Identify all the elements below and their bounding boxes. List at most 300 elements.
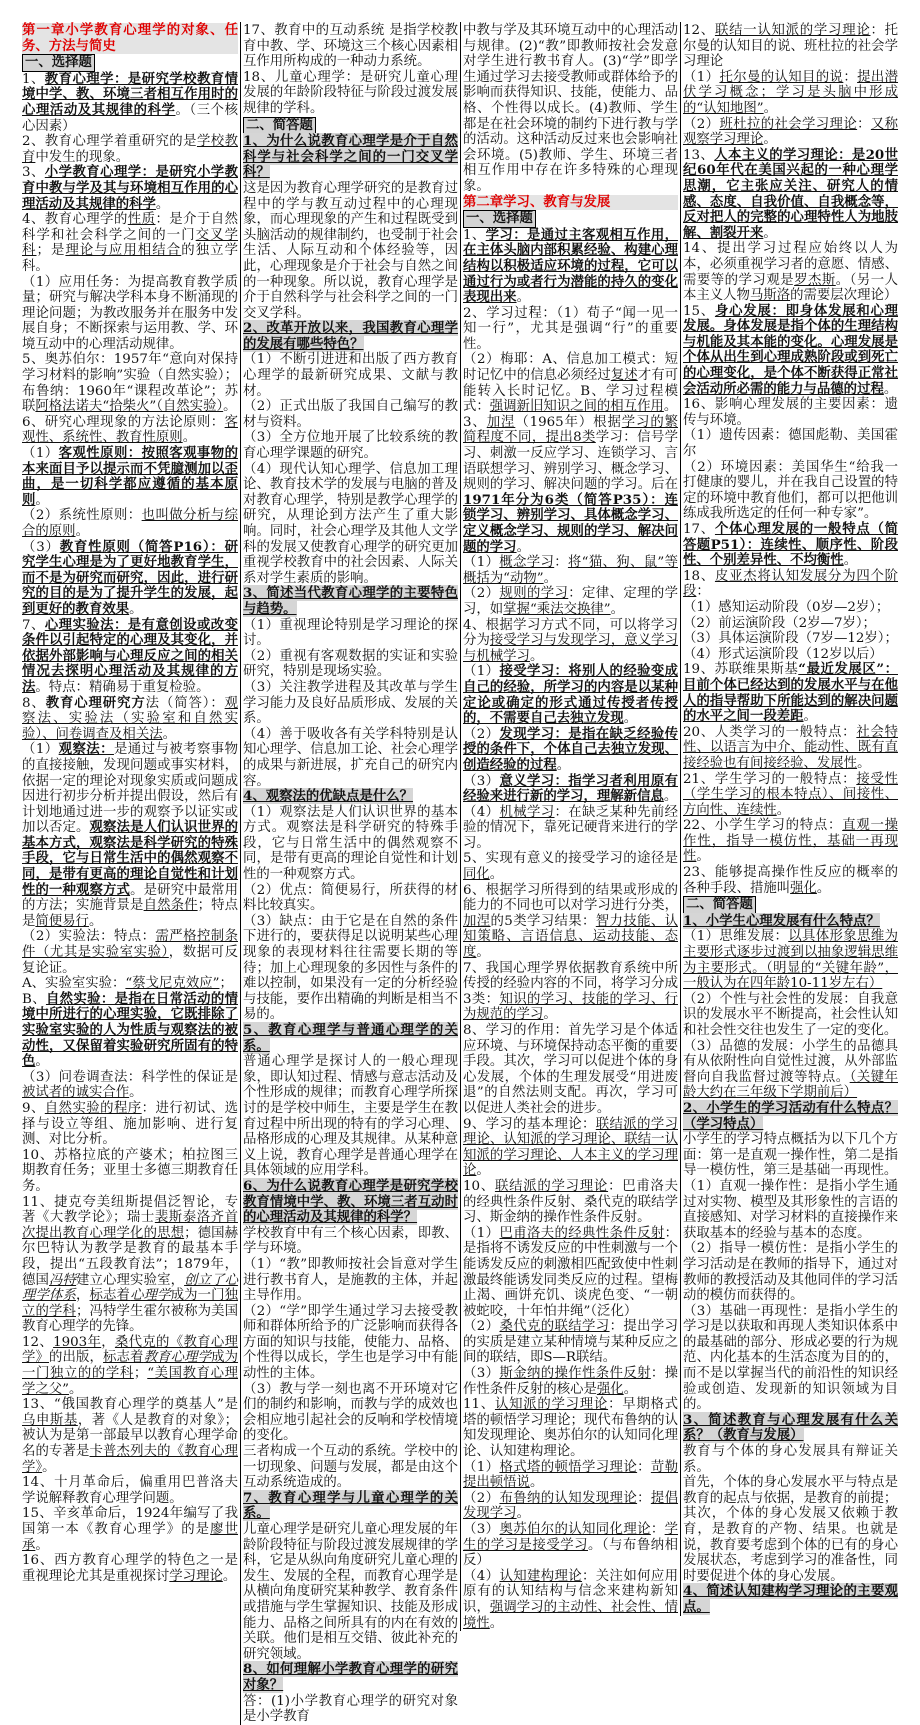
emphasized-text: 强调学习的主动性、社会性、情境性 — [463, 1599, 679, 1631]
emphasized-text: 廖世承 — [22, 1522, 239, 1553]
paragraph — [22, 446, 238, 508]
paragraph — [683, 865, 898, 896]
text-run: 12、 — [683, 23, 715, 38]
text-run: 。 — [75, 524, 89, 539]
emphasized-text: 被试者的诚实合作 — [22, 1085, 130, 1101]
emphasized-text: 又称观察学习理论 — [683, 116, 899, 148]
emphasized-text: 皮亚杰将认知发展分为四个阶段 — [683, 568, 899, 600]
text-run: ： — [637, 1490, 651, 1506]
text-run: 10、苏格拉底的产婆术；柏拉图三期教育任务；亚里士多德三期教育任务。 — [22, 1147, 238, 1194]
paragraph — [22, 1101, 238, 1148]
paragraph — [22, 165, 238, 212]
text-run: ： — [696, 584, 710, 600]
text-run: 中教与学及其环境互动中的心理活动与规律。(2)“教”即教师按社会发意对学生进行教书育人。(3)“学”即学生通过学习去接受教师或群体给予的影响而获得知识、技能，使能力、品格、个性得以成长。(4)教师、学生都是在社会环境的制约下进行教与学的活动。这种活动反过来也会影响社会环境。(5)教师、学生、环境三者相互作用中存在许多特殊的心理现象。 — [463, 23, 678, 194]
text-run: （3）缺点：由于它是在自然的条件下进行的，要获得足以说明某些心理现象的表现材料往往需要长期的等待；加上心理现象的多因性与条件的难以控制，如果没有一定的分析经验与技能，要作出精确的判断是相当不易的。 — [243, 913, 458, 1023]
emphasized-text: 个体心理发展的一般特点（简答题P51）：连续性、顺序性、阶段性、个别差异性、不均衡性 — [683, 521, 899, 569]
text-run: （3）关注教学进程及其改革与学生学习能力及良好品质形成、发展的关系。 — [243, 679, 458, 727]
paragraph — [243, 1304, 458, 1382]
text-run: A、实验室实验： — [22, 976, 126, 992]
text-run: 6、根据学习所得到的结果或形成的能力的不同也可以对学习进行分类， — [463, 882, 678, 914]
emphasized-text: 机械学习 — [499, 804, 555, 820]
paragraph — [683, 647, 898, 663]
text-run: 。 — [223, 399, 237, 415]
text-run: 。 — [556, 757, 571, 773]
paragraph — [22, 1195, 238, 1335]
paragraph — [22, 929, 238, 976]
emphasized-text: 掌握“乘法交换律” — [503, 601, 611, 617]
text-run: 。（三个核心因素） — [22, 102, 238, 134]
text-run: 9、 — [22, 1100, 45, 1116]
text-run: 18、儿童心理学：是研究儿童心理发展的年龄阶段特征与阶段过渡发展规律的学科。 — [243, 69, 458, 116]
column-2 — [240, 22, 460, 1725]
text-run: 5、奥苏伯尔：1957年“意向对保持学习材料的影响”实验（自然实验）；布鲁纳：1960年“课程改革论”；苏联 — [22, 352, 238, 415]
emphasized-text: 理论与应用相结合 — [65, 243, 182, 259]
emphasized-text: 卡普杰列夫的《教育心理学》 — [22, 1444, 239, 1475]
question-heading — [243, 1491, 458, 1522]
text-run: ， — [76, 1288, 90, 1304]
text-run: 22、小学生学习的特点： — [683, 818, 843, 834]
text-run: 。（与布鲁纳相反） — [463, 1537, 678, 1569]
text-run: ：是介于自然科学和社会科学之间的一门 — [22, 212, 238, 243]
paragraph — [463, 228, 678, 306]
text-run: （3） — [463, 1522, 500, 1537]
emphasized-text: “蔡戈尼克效应” — [125, 976, 220, 992]
emphasized-text: （关键年龄大约在三年级下学期前后） — [683, 1069, 898, 1101]
text-run: 的需要层次理论） — [790, 288, 898, 304]
text-run: 这是因为教育心理学研究的是教育过程中的学与教互动过程中的心理现象，而心理现象的产生和过程既受到头脑活动的规律制约，也受制于社会生活、人际互动和个体经验等，因此，心理现象是介于社会与自然之间的一种现象。所以说，教育心理学是介于自然科学与社会科学之间的一门交叉学科。 — [243, 180, 458, 321]
paragraph — [243, 618, 458, 649]
question-heading — [683, 914, 898, 930]
paragraph — [683, 1444, 898, 1475]
text-run: 1、 — [22, 71, 45, 87]
question-heading — [683, 1101, 898, 1132]
question-heading — [683, 1584, 898, 1615]
text-run: 。 — [663, 399, 678, 415]
paragraph — [22, 1506, 238, 1553]
paragraph — [463, 618, 678, 665]
text-run: 4、观察法的优缺点是什么？ — [243, 788, 414, 805]
emphasized-text: 以具体形象思维为主要形式逐步过渡到以抽象逻辑思维为主要形式。（明显的“关键年龄”，一般认为在四年龄10-11岁左右） — [683, 929, 898, 992]
text-run: ： — [554, 555, 568, 571]
paragraph — [22, 1148, 238, 1195]
text-run: （1）直观一操作性：是指小学生通过对实物、模型及其形象性的言语的直接感知、对学习材料的直接操作来获取基本的经验与基本的态度。 — [683, 1178, 898, 1241]
text-run: B、 — [22, 991, 46, 1007]
paragraph — [243, 1444, 458, 1491]
text-run: 7、教育心理学与儿童心理学的关系。 — [243, 1489, 458, 1522]
paragraph — [22, 415, 238, 446]
paragraph — [463, 1319, 678, 1366]
paragraph — [683, 522, 898, 569]
text-run: 。 — [529, 1475, 544, 1491]
text-run: 7、 — [22, 617, 45, 633]
text-run: 14、提出学习过程应始终以人为本，必须重视学习者的意愿、情感、需要等的学习观是 — [683, 241, 898, 288]
text-run: 一、选择题 — [25, 54, 92, 71]
emphasized-text: 同化 — [463, 867, 490, 883]
text-run: 3、简述教育与心理发展有什么关系？（教育与发展） — [683, 1411, 898, 1444]
text-run: （2）个性与社会性的发展：自我意识的发展水平不断提高，社会性认知和社会性交往也发生了一定的变化。 — [683, 991, 898, 1038]
emphasized-text: 观察法是人们认识世界的基本方式，观察法是科学研究的特殊手段，它与日常生活中的偶然观察不同，是带有更高的理论自觉性和计划性的一种观察方式 — [22, 819, 239, 898]
text-run: 3、 — [463, 414, 487, 430]
paragraph — [243, 1226, 458, 1257]
text-run: 二、简答题 — [686, 896, 753, 913]
text-run: ， — [101, 1334, 115, 1350]
text-run: 。 — [623, 1381, 638, 1397]
text-run: 。 — [69, 1381, 83, 1397]
emphasized-text: 接受学习与发现学习，意义学习与机械学习 — [463, 633, 679, 664]
emphasized-text: 布鲁纳的认知发现理论 — [499, 1490, 638, 1506]
text-run: （2）指导一模仿性：是指小学生的学习活动是在教师的指导下，通过对教师的教授活动及其他同伴的学习活动的模仿而获得的。 — [683, 1241, 898, 1304]
text-run: 是通过与被考察事物的直接接触，发现问题或事实材料，依据一定的理论对现象实质或问题成因进行初步分析并提出假设，然后有计划地通过进一步的观察予以证实或加以否定。 — [22, 742, 238, 836]
text-run: （3）教与学一刻也离不开环境对它们的制约和影响，而教与学的成效也会相应地引起社会的反响和学校情境的变化。 — [243, 1381, 458, 1444]
emphasized-text: 加涅 — [486, 414, 516, 430]
text-run: （3）品德的发展：小学生的品德具有从依附性向自觉性过渡，从外部监督向自我监督过渡等特点。 — [683, 1038, 898, 1085]
section-heading — [243, 117, 316, 135]
text-run: 13、“俄国教育心理学的奠基人”是 — [22, 1397, 238, 1413]
text-run: （1）应用任务：为提高教育教学质量；研究与解决学科本身不断涌现的理论问题；为教改服务并在服务中发展自身；不断探索与运用教、学、环境互动中的心理活动规律。 — [22, 274, 238, 352]
text-run: 3、 — [22, 165, 45, 181]
paragraph — [463, 586, 678, 617]
text-run: 。 — [516, 1506, 530, 1522]
question-heading — [243, 1023, 458, 1054]
text-run: 1、 — [463, 227, 486, 243]
text-run: （2）实验法：特点： — [22, 929, 156, 945]
emphasized-text: 桑代克的《教育心理学》 — [22, 1334, 239, 1366]
text-run: ：进行初试、选择与设立等组、施加影响、进行复测、对比分析。 — [22, 1100, 239, 1148]
paragraph — [683, 1304, 898, 1413]
emphasized-text: 强调新旧知识之间的相互作用 — [489, 399, 664, 415]
emphasized-text: 学校教育 — [22, 134, 238, 165]
paragraph — [463, 352, 678, 414]
text-run: （4）现代认知心理学、信息加工理论、教育技术学的发展与电脑的普及对教育心理学，特别是教学心理学的研究，从理论到方法产生了重大影响。同时，社会心理学及其他人文学科的发展又使教育心理学的研究更加重视学校教育中的社会因素、人际关系对学生素质的影响。 — [243, 461, 458, 586]
emphasized-text: 概念学习 — [499, 555, 555, 571]
text-run: （1）不断引进进和出版了西方教育心理学的最新研究成果、文献与教材。 — [243, 352, 458, 399]
paragraph — [243, 1257, 458, 1304]
paragraph — [22, 134, 238, 165]
paragraph — [683, 241, 898, 303]
text-run: 18、 — [683, 568, 715, 584]
text-run: （1）感知运动阶段（0岁—2岁）； — [683, 599, 890, 615]
text-run: 。 — [516, 290, 530, 306]
paragraph — [243, 805, 458, 883]
text-run: 20、人类学习的一般特点： — [683, 724, 857, 740]
text-run: （2）“学”即学生通过学习去接受教师和群体所给予的广泛影响而获得各方面的知识与技能，使能力、品格、个性得以成长，学生也是学习中有能动性的主体。 — [243, 1303, 458, 1382]
paragraph — [683, 569, 898, 600]
text-run: 。 — [35, 1537, 49, 1553]
paragraph — [243, 649, 458, 680]
paragraph — [683, 929, 898, 991]
emphasized-text: 教育心理学：是研究学校教育情境中学、教、环境三者相互作用时的心理活动及其规律的科学 — [22, 70, 238, 118]
column-1 — [20, 22, 240, 1584]
text-run: （2） — [463, 1319, 500, 1335]
text-run: （2） — [463, 726, 500, 742]
paragraph — [22, 540, 238, 618]
paragraph — [463, 1397, 678, 1459]
paragraph — [22, 212, 238, 274]
text-run: （2）系统性原则： — [22, 508, 142, 524]
paragraph — [22, 1397, 238, 1475]
text-run: （3） — [22, 539, 60, 555]
text-run: 17、教育中的互动系统 是指学校教育中教、学、环境这三个核心因素相互作用所构成的一种动力系统。 — [243, 23, 458, 70]
paragraph — [22, 72, 238, 134]
emphasized-text: 观察法、实验法（实验室和自然实验）、问卷调查及相关法 — [22, 695, 238, 742]
text-run: 。（另一人本主义人物 — [683, 272, 899, 304]
text-run: 第一章小学教育心理学的对象、任务、方法与简史 — [22, 22, 238, 54]
emphasized-text: 人本主义的学习理论：是20世纪60年代在美国兴起的一种心理学思潮，它主张应关注、研究人的情感、态度、自我价值、自我概念等，反对把人的完整的心理特性人为地肢解、割裂开来 — [683, 146, 898, 241]
text-run: （4）形式运演阶段（12岁以后） — [683, 646, 883, 662]
text-run: ，著《人是教育的对象》；被认为是第一部最早以教育心理学命名的专著是 — [22, 1412, 238, 1460]
text-run: ：巴甫洛夫的经典性条件反射、桑代克的联结学习、斯金纳的操作性条件反射。 — [463, 1178, 679, 1226]
paragraph — [22, 742, 238, 929]
text-run: （2） — [683, 116, 720, 132]
emphasized-text: 班杜拉的社会学习理论 — [719, 116, 858, 132]
text-run: 4、简述认知建构学习理论的主要观点。 — [683, 1583, 898, 1615]
text-run: 21、学生学习的一般特点： — [683, 771, 857, 787]
emphasized-text: 直观一操作性，指导一模仿性，基础一再现性 — [683, 818, 898, 865]
emphasized-text: 自然实验：是指在日常活动的情境中所进行的心理实验，它既排除了实验室实验的人为性质与观察法的被动性，又保留着实验研究所固有的特色 — [22, 990, 238, 1070]
paragraph — [243, 680, 458, 727]
paragraph — [463, 306, 678, 353]
text-run: 建立心理实验室， — [76, 1272, 185, 1288]
text-run: 19、苏联维果斯基 — [683, 662, 799, 678]
paragraph — [683, 148, 898, 242]
question-heading — [243, 321, 458, 352]
paragraph — [22, 1335, 238, 1397]
text-run: 14、十月革命后，偏重用巴普洛夫学说解释教育心理学问题。 — [22, 1475, 238, 1506]
text-run: 。 — [88, 913, 103, 929]
text-run: 8、学习的作用：首先学习是个体适应环境、与环境保持动态平衡的重要手段。其次，学习可以促进个体的身心发展，个体的生理发展受“用进废退”的自然法则支配。再次，学习可以促进人类社会的进步。 — [463, 1023, 678, 1116]
emphasized-text: “最近发展区”：目前个体已经达到的发展水平与在他人的指导帮助下所能达到的解决问题的水平之间一段差距 — [683, 661, 898, 725]
text-run: ： — [637, 1459, 651, 1475]
text-run: （1）观察法是人们认识世界的基本方式。观察法是科学研究的特殊手段，它与日常生活中的偶然观察不同，是带有更高的理论自觉性和计划性的一种观察方式。 — [243, 804, 458, 883]
text-run: （2）前运演阶段（2岁—7岁）； — [683, 615, 876, 631]
emphasized-text: 乌申斯基 — [22, 1412, 78, 1428]
emphasized-text: 成为一门独立的的学科 — [22, 1350, 239, 1382]
text-run: ：在缺乏某种先前经验的情况下，靠死记硬背来进行的学习。 — [463, 804, 679, 851]
text-run: 。 — [489, 1615, 504, 1631]
text-run: 。 — [129, 1085, 143, 1101]
emphasized-text: 联结一认知派的学习理论 — [714, 23, 871, 38]
text-run: ；是 — [36, 243, 66, 259]
section-heading — [22, 54, 95, 72]
text-run: （1） — [463, 1225, 500, 1241]
paragraph — [463, 1366, 678, 1397]
paragraph — [683, 772, 898, 819]
text-run: （3）基础一再现性：是指小学生的学习是以获取和再现人类知识体系中的最基础的部分、形成必要的行为规范、内化基本的生活态度为目的的，而不是以掌握当代的前沿性的知识经验或创造、发现新的知识领域为目的。 — [683, 1303, 898, 1413]
text-run: 。特点：精确易于重复检验。 — [35, 679, 210, 695]
emphasized-text: 托尔曼的认知目的说 — [719, 69, 844, 85]
paragraph — [22, 275, 238, 353]
text-run: 。 — [843, 553, 858, 569]
text-run: 的出版， — [49, 1350, 104, 1366]
emphasized-text: 联结派的学习理论 — [494, 1178, 609, 1194]
text-run: 。 — [763, 225, 777, 241]
text-run: （2）环境因素：美国华生“给我一打健康的婴儿，并在我自己设置的特定的环境中教育他们，都可以把他训练成我所选定的任何一种专家”。 — [683, 459, 898, 522]
text-run: 4、教育心理学的 — [22, 212, 128, 228]
text-run: （1） — [463, 555, 500, 571]
text-run: 小学生的学习特点概括为以下几个方面：第一是直观一操作性，第二是指导一模仿性，第三是基础一再现性。 — [683, 1132, 898, 1179]
text-run: （2）重视有客观数据的实证和实验研究，特别是现场实验。 — [243, 648, 458, 680]
emphasized-text: 加涅 — [463, 913, 491, 929]
paragraph — [22, 508, 238, 539]
text-run: 二、简答题 — [246, 116, 313, 133]
text-run: 教育与个体的身心发展具有辩证关系。 — [683, 1444, 898, 1475]
text-run: 。 — [222, 1568, 237, 1584]
paragraph — [463, 1117, 678, 1179]
text-run: （1）“教”即教师按社会旨意对学生进行教书育人，是施教的主体，并起主导作用。 — [243, 1256, 458, 1304]
section-heading — [463, 210, 536, 228]
text-run: 。 — [803, 709, 817, 725]
text-run: 。 — [182, 430, 197, 446]
emphasized-text: “美国教育心理学之父” — [22, 1366, 238, 1397]
emphasized-text: 意义学习：指学习者利用原有经验来进行新的学习，理解新信息 — [463, 772, 679, 805]
text-run: （1）重视理论特别是学习理论的探讨。 — [243, 617, 458, 649]
text-run: 。 — [776, 802, 791, 818]
text-run: 。是研究中最常用的方法；实施背景是 — [22, 882, 239, 914]
text-run: 。 — [476, 945, 490, 961]
column-4 — [680, 22, 900, 1616]
text-run: 7、我国心理学界依据教育系统中所传授的经验内容的不同，将学习分成3类： — [463, 960, 678, 1007]
text-run: 。 — [529, 648, 544, 664]
text-run: 。 — [543, 1007, 557, 1023]
question-heading — [243, 134, 458, 181]
paragraph — [683, 600, 898, 616]
paragraph — [683, 70, 898, 117]
text-run: 2、改革开放以来，我国教育心理学的发展有哪些特色？ — [243, 320, 458, 352]
text-run: 8、如何理解小学教育心理学的研究对象？ — [243, 1661, 458, 1693]
text-run: 。 — [696, 849, 710, 865]
text-run: 第二章学习、教育与发展 — [463, 193, 611, 210]
emphasized-text: 将“猫、狗、鼠”等概括为“动物” — [463, 555, 678, 586]
text-run: （2） — [463, 1490, 500, 1506]
emphasized-text: 学习的繁简程度不同，提出8类 — [463, 414, 679, 446]
paragraph — [463, 727, 678, 774]
text-run: （4）善于吸收各有关学科特别是认知心理学、信息加工论、社会心理学的成果与新进展，扩充自己的研究内容。 — [243, 726, 458, 789]
text-run: 6、为什么说教育心理学是研究学校教育情境中学、教、环境三者互动时的心理活动及其规律的科学？ — [243, 1177, 458, 1226]
paragraph — [683, 117, 898, 148]
paragraph — [22, 1070, 238, 1101]
text-run: 。 — [489, 867, 504, 883]
paragraph — [243, 23, 458, 70]
emphasized-text: 自然条件 — [143, 898, 198, 914]
text-run: 普通心理学是探讨人的一般心理现象，即认知过程、情感与意志活动及个性形成的规律；而教育心理学所探讨的是学校中师生，主要是学生在教育过程中所出现的特有的学习心理、品格形成的心理及其规律。从某种意义上说，教育心理学是普通心理学在具体领域的应用学科。 — [243, 1054, 458, 1179]
paragraph — [22, 1475, 238, 1506]
emphasized-text: 标志着 — [89, 1288, 131, 1304]
text-run: ： — [843, 69, 858, 85]
emphasized-text: 创立了心理学体系 — [22, 1272, 239, 1304]
emphasized-text: 认知派的学习理论 — [494, 1397, 609, 1413]
text-run: ： — [650, 1522, 665, 1537]
paragraph — [22, 1553, 238, 1584]
emphasized-text: 智力技能、认知策略、言语信息、运动技能、态度 — [463, 913, 678, 961]
paragraph — [463, 805, 678, 852]
emphasized-text: 巴甫洛夫的经典性条件反射 — [499, 1225, 665, 1241]
text-run: 5、实现有意义的接受学习的途径是 — [463, 851, 678, 867]
emphasized-text: 标志着 — [103, 1350, 144, 1366]
emphasized-text: 学生的学习是接受学习 — [463, 1522, 679, 1553]
emphasized-text: 规则的学习 — [499, 586, 569, 602]
text-run: ； — [133, 1366, 148, 1382]
text-run: ；特点是 — [22, 898, 239, 929]
text-run: 中发生的现象。 — [35, 149, 130, 165]
paragraph — [463, 1179, 678, 1226]
text-run: 。 — [763, 100, 778, 116]
emphasized-text: 认知建构理论 — [499, 1568, 583, 1584]
text-run: 。 — [35, 1054, 49, 1070]
paragraph — [683, 1039, 898, 1101]
text-run: 。 — [476, 1163, 490, 1179]
paragraph — [243, 399, 458, 430]
emphasized-text: 成为一门独立的学科 — [22, 1288, 239, 1319]
text-run: 10、 — [463, 1178, 495, 1194]
text-run: ； — [219, 976, 233, 992]
paragraph — [683, 428, 898, 459]
paragraph — [243, 181, 458, 321]
paragraph — [463, 1569, 678, 1631]
text-run: 首先，个体的身心发展水平与特点是教育的起点与依据，是教育的前提； — [683, 1475, 898, 1506]
emphasized-text: 复述 — [610, 368, 638, 384]
paragraph — [22, 992, 238, 1070]
text-run: 15、 — [683, 303, 715, 319]
emphasized-text: 联结派的学习理论、认知派的学习理论、联结一认知派的学习理论、人本主义的学习理论 — [463, 1116, 678, 1179]
question-heading — [243, 586, 458, 617]
emphasized-text: 强化 — [596, 1381, 624, 1397]
text-run: 17、 — [683, 522, 715, 537]
emphasized-text: 苛勒提出顿悟说 — [463, 1459, 679, 1491]
emphasized-text: 性质 — [127, 212, 156, 228]
text-run: （2）正式出版了我国自己编写的教材与资料。 — [243, 399, 458, 430]
emphasized-text: 1971年分为6类（简答P35）：连锁学习、辨别学习、具体概念学习、定义概念学习、规则的学习、解决问题的学习 — [463, 491, 678, 555]
paragraph — [243, 1382, 458, 1444]
text-run: （1） — [683, 69, 720, 85]
text-run: ：定律、定理的学习，如 — [463, 586, 679, 617]
emphasized-text: 发现学习：是指在缺乏经验传授的条件下，个体自己去独立发现、创造经验的过程 — [463, 725, 679, 773]
paragraph — [243, 430, 458, 461]
text-run: （1） — [22, 446, 59, 462]
paragraph — [463, 415, 678, 555]
text-run: （3）问卷调查法：科学性的保证是 — [22, 1069, 238, 1085]
text-run: 。 — [816, 880, 831, 896]
paragraph — [683, 818, 898, 865]
paragraph — [243, 883, 458, 914]
emphasized-text: 罗杰斯 — [794, 272, 836, 288]
text-run: ；冯特学生霍尔被称为美国教育心理学的先锋。 — [22, 1303, 239, 1335]
emphasized-text: 教育性原则（简答P16）：研究学生心理是为了更好地教育学生，而不是为研究而研究，因此，进行研究的目的是为了提升学生的发展，起到更好的教育效果 — [22, 538, 238, 617]
emphasized-text: 冯特 — [49, 1272, 77, 1288]
paragraph — [463, 1226, 678, 1320]
emphasized-text: 接受学习：将别人的经验变成自己的经验，所学习的内容是以某种定论或确定的形式通过传授者传授的，不需要自己去独立发现 — [463, 663, 679, 727]
column-3 — [460, 22, 680, 1631]
emphasized-text: 客观性、系统性、教育性原则 — [22, 414, 238, 446]
text-run: 8、 — [22, 695, 46, 711]
text-run: 学校教育中有三个核心因素，即教、学与环境。 — [243, 1225, 458, 1257]
emphasized-text: 自然实验的程序 — [44, 1100, 142, 1116]
text-run: （3）具体运演阶段（7岁—12岁）； — [683, 631, 898, 647]
text-run: 6、研究心理现象的方法论原则： — [22, 414, 225, 430]
question-heading — [243, 1662, 458, 1693]
paragraph — [683, 23, 898, 70]
paragraph — [243, 1054, 458, 1179]
text-run: 23、能够提高操作性反应的概率的各种手段、措施叫 — [683, 865, 898, 896]
paragraph — [463, 961, 678, 1023]
text-run: ：早期格式塔的顿悟学习理论；现代布鲁纳的认知发现理论、奥苏伯尔的认知同化理论、认知建构理论。 — [463, 1397, 679, 1460]
paragraph — [463, 851, 678, 882]
text-run: 。 — [129, 601, 143, 617]
text-run: 1、为什么说教育心理学是介于自然科学与社会科学之间的一门交叉学科？ — [243, 133, 458, 181]
text-run: 学习：信号学习、刺激一反应学习、连锁学习、言语联想学习、辨别学习、概念学习、规则的学习、解决问题的学习。后在 — [463, 430, 678, 493]
text-run: 。 — [543, 570, 558, 586]
paragraph — [243, 462, 458, 587]
emphasized-text: 心理学 — [130, 1288, 171, 1304]
